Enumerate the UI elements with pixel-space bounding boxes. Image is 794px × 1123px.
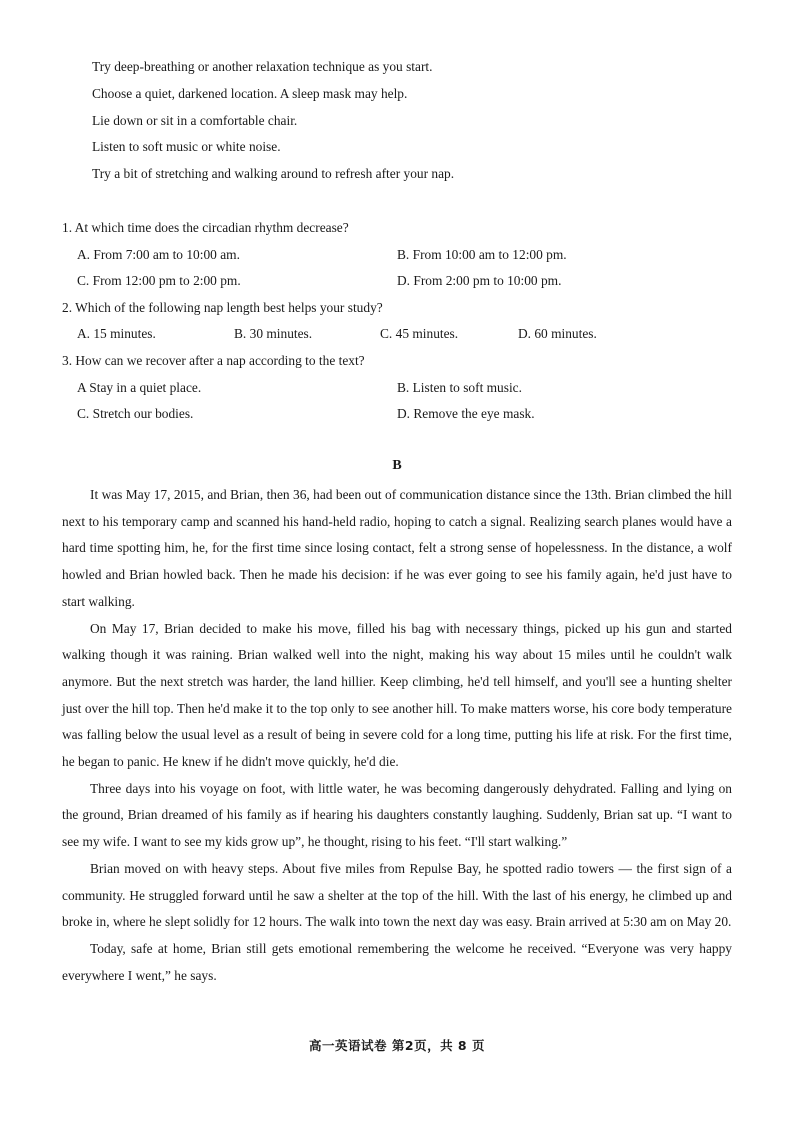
question-3-option-a: A Stay in a quiet place. — [77, 379, 202, 395]
nap-tips-list — [92, 58, 454, 192]
page-footer: 高一英语试卷 第2页，共 8 页 — [309, 1038, 485, 1053]
question-3-option-c: C. Stretch our bodies. — [77, 406, 194, 422]
tip-item: Listen to soft music or white noise. — [92, 139, 281, 155]
passage-paragraph: Today, safe at home, Brian still gets emotional remembering the welcome he received. “Everyone was very happy everywhere I went,” he says. — [62, 940, 732, 983]
question-2-option-d: D. 60 minutes. — [518, 326, 597, 342]
question-1-stem: 1. At which time does the circadian rhythm decrease? — [62, 220, 349, 235]
question-1-option-d: D. From 2:00 pm to 10:00 pm. — [397, 273, 562, 289]
section-heading: B — [392, 458, 402, 473]
tip-item: Lie down or sit in a comfortable chair. — [92, 112, 298, 128]
passage-paragraph: On May 17, Brian decided to make his move, filled his bag with necessary things, picked up his gun and started walking though it was raining. Brian walked well into the night, making his way about 15 miles until he couldn't walk anymore. But the next stretch was harder, the land hillier. Keep climbing, he'd tell himself, and you'll see a hunting shelter just over the hill top. Then he'd make it to the top only to see another hill. To make matters worse, his core body temperature was falling below the usual level as a result of being in severe cold for a long time, putting his life at risk. For the first time, he began to panic. He knew if he didn't move quickly, he'd die. — [62, 620, 732, 770]
question-1-option-a: A. From 7:00 am to 10:00 am. — [77, 246, 240, 262]
question-1-options-row-2 — [62, 272, 742, 299]
question-3-options-row-2 — [62, 405, 742, 432]
passage-paragraph: It was May 17, 2015, and Brian, then 36, had been out of communication distance since the 13th. Brian climbed the hill next to his temporary camp and scanned his hand-held radio, hoping to catch a signal. Realizing search planes would have a hard time spotting him, he, for the first time since losing contact, felt a strong sense of hopelessness. In the distance, a wolf howled and Brian howled back. Then he made his decision: if he was ever going to see his family again, he'd just have to start walking. — [62, 487, 732, 609]
tip-item: Try a bit of stretching and walking around to refresh after your nap. — [92, 166, 455, 182]
question-3-option-b: B. Listen to soft music. — [397, 379, 522, 395]
question-2-options-row — [62, 325, 742, 352]
question-2-stem: 2. Which of the following nap length best helps your study? — [62, 299, 383, 315]
passage-paragraph: Three days into his voyage on foot, with little water, he was becoming dangerously dehydrated. Falling and lying on the ground, Brian dreamed of his family as if hearing his daughters constantly laughing. Suddenly, Brian sat up. “I want to see my wife. I want to see my kids grow up”, he thought, rising to his feet. “I'll start walking.” — [62, 780, 732, 850]
question-3-options-row-1 — [62, 379, 742, 406]
question-3-option-d: D. Remove the eye mask. — [397, 406, 535, 422]
question-1-option-b: B. From 10:00 am to 12:00 pm. — [397, 246, 567, 262]
question-1-options-row-1 — [62, 246, 742, 273]
question-2-option-b: B. 30 minutes. — [234, 326, 313, 342]
tip-item: Try deep-breathing or another relaxation technique as you start. — [92, 59, 433, 74]
question-2-option-c: C. 45 minutes. — [380, 326, 459, 342]
passage-paragraph: Brian moved on with heavy steps. About five miles from Repulse Bay, he spotted radio towers — the first sign of a community. He struggled forward until he saw a shelter at the top of the hill. With the last of his energy, he climbed up and broke in, where he slept solidly for 12 hours. The walk into town the next day was easy. Brain arrived at 5:30 am on May 20. — [62, 860, 732, 930]
question-3-stem: 3. How can we recover after a nap according to the text? — [62, 352, 365, 368]
question-2-option-a: A. 15 minutes. — [77, 326, 156, 342]
tip-item: Choose a quiet, darkened location. A sleep mask may help. — [92, 85, 408, 101]
question-1-option-c: C. From 12:00 pm to 2:00 pm. — [77, 273, 241, 289]
questions-section — [62, 219, 742, 432]
reading-passage — [62, 482, 732, 989]
